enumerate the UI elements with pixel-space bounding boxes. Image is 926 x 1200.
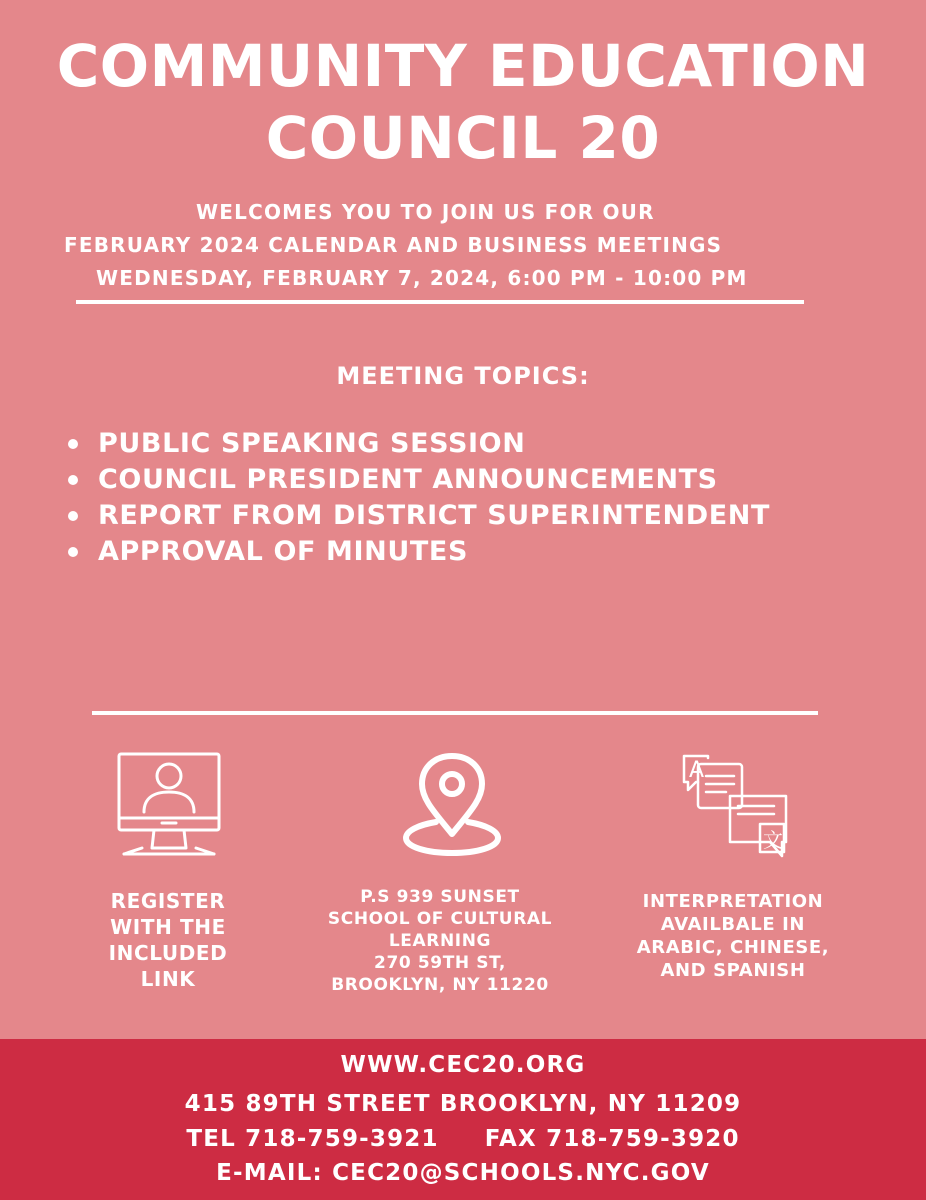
svg-text:A: A bbox=[689, 758, 705, 783]
phone-fax: TEL 718-759-3921 FAX 718-759-3920 bbox=[186, 1126, 740, 1152]
list-item bbox=[64, 498, 770, 534]
caption-line: SCHOOL OF CULTURAL bbox=[327, 909, 553, 929]
topics-heading: MEETING TOPICS: bbox=[336, 362, 590, 390]
middle-divider bbox=[92, 711, 818, 715]
list-item bbox=[64, 426, 770, 462]
bullet-icon bbox=[68, 439, 78, 449]
email-link[interactable]: E-MAIL: CEC20@SCHOOLS.NYC.GOV bbox=[216, 1160, 710, 1186]
translate-icon bbox=[678, 754, 794, 862]
caption-line: P.S 939 SUNSET bbox=[360, 887, 520, 907]
contact-footer bbox=[0, 1039, 926, 1200]
svg-text:文: 文 bbox=[763, 828, 783, 852]
website-link[interactable]: WWW.CEC20.ORG bbox=[340, 1052, 586, 1078]
topic-label: COUNCIL PRESIDENT ANNOUNCEMENTS bbox=[98, 464, 718, 495]
list-item bbox=[64, 462, 770, 498]
register-caption bbox=[88, 888, 248, 992]
title-line-2: COUNCIL 20 bbox=[265, 104, 661, 172]
bullet-icon bbox=[68, 547, 78, 557]
caption-line: REGISTER bbox=[110, 889, 226, 913]
caption-line: AND SPANISH bbox=[660, 960, 806, 981]
bullet-icon bbox=[68, 511, 78, 521]
caption-line: LINK bbox=[140, 967, 196, 991]
topics-list bbox=[64, 426, 770, 570]
topic-label: PUBLIC SPEAKING SESSION bbox=[98, 428, 526, 459]
interpretation-caption bbox=[608, 890, 858, 982]
caption-line: ARABIC, CHINESE, bbox=[636, 937, 830, 958]
list-item bbox=[64, 534, 770, 570]
map-pin-icon bbox=[400, 752, 504, 858]
monitor-person-icon bbox=[114, 750, 224, 860]
title-line-1: COMMUNITY EDUCATION bbox=[56, 32, 870, 100]
welcome-text: WELCOMES YOU TO JOIN US FOR OUR bbox=[196, 200, 655, 224]
meeting-name: FEBRUARY 2024 CALENDAR AND BUSINESS MEETINGS bbox=[64, 233, 723, 257]
bullet-icon bbox=[68, 475, 78, 485]
caption-line: LEARNING bbox=[388, 931, 492, 951]
page-title bbox=[0, 30, 926, 174]
location-caption bbox=[300, 886, 580, 996]
caption-line: BROOKLYN, NY 11220 bbox=[331, 975, 549, 995]
topic-label: APPROVAL OF MINUTES bbox=[98, 536, 468, 567]
caption-line: INCLUDED bbox=[108, 941, 228, 965]
caption-line: WITH THE bbox=[110, 915, 226, 939]
caption-line: INTERPRETATION bbox=[642, 891, 824, 912]
top-divider bbox=[76, 300, 804, 304]
mailing-address: 415 89TH STREET BROOKLYN, NY 11209 bbox=[184, 1091, 742, 1117]
caption-line: 270 59TH ST, bbox=[374, 953, 506, 973]
topic-label: REPORT FROM DISTRICT SUPERINTENDENT bbox=[98, 500, 770, 531]
meeting-datetime: WEDNESDAY, FEBRUARY 7, 2024, 6:00 PM - 10:00 PM bbox=[96, 266, 748, 290]
caption-line: AVAILBALE IN bbox=[660, 914, 806, 935]
